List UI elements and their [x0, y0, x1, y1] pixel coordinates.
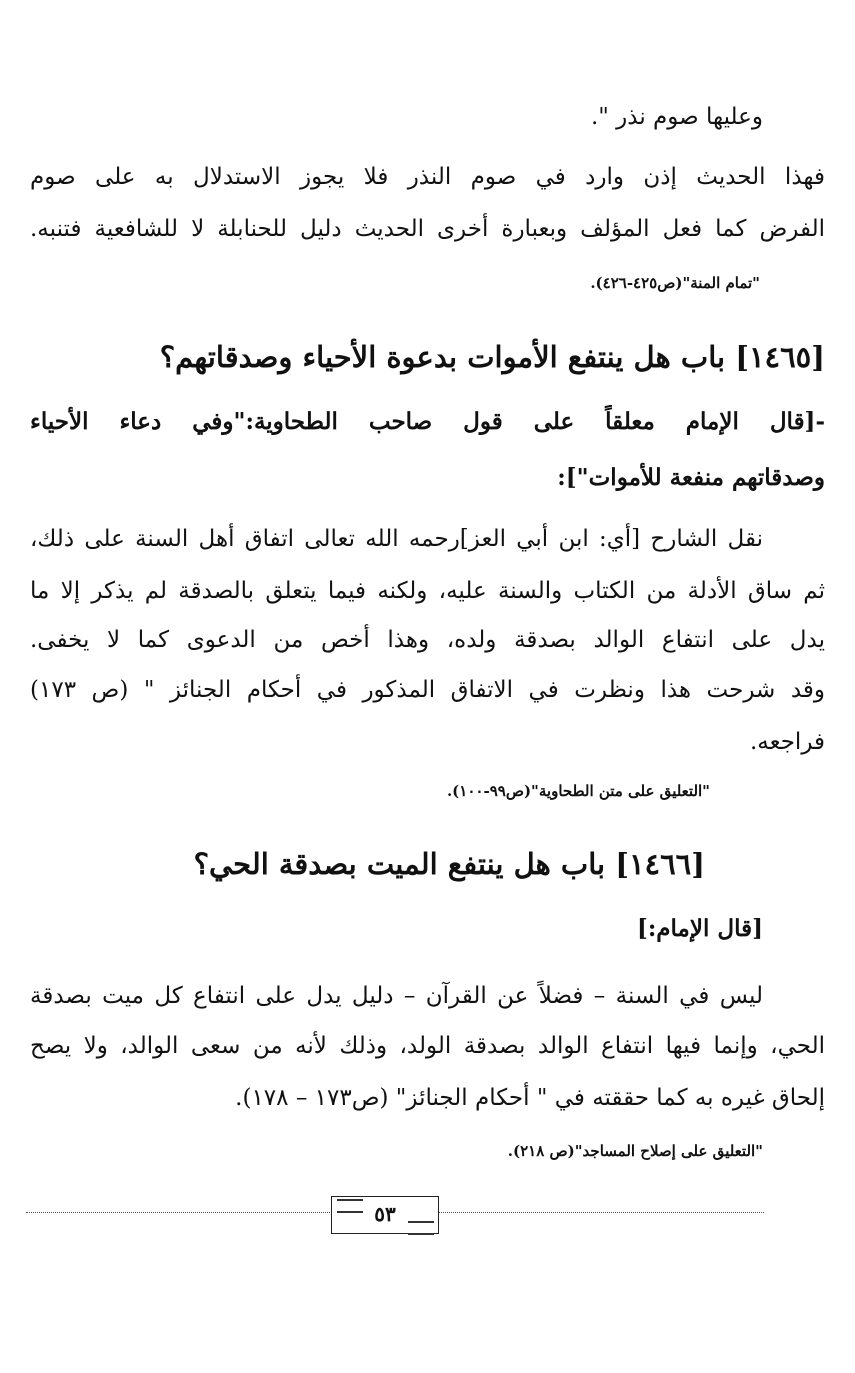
text-line: يدل على انتفاع الوالد بصدقة ولده، وهذا أخص من الدعوى كما لا يخفى. — [30, 627, 825, 653]
intro-label: [قال الإمام:] — [636, 915, 763, 942]
text-line: وقد شرحت هذا ونظرت في الاتفاق المذكور في أحكام الجنائز " (ص ١٧٣) — [30, 677, 825, 703]
page-number: ٥٣ — [374, 1202, 396, 1226]
text-line: ثم ساق الأدلة من الكتاب والسنة عليه، ولكنه فيما يتعلق بالصدقة لم يذكر إلا ما — [30, 578, 825, 604]
text-line: فراجعه. — [749, 729, 825, 755]
text-line: وعليها صوم نذر ". — [590, 104, 763, 130]
quote-line: -[قال الإمام معلقاً على قول صاحب الطحاوية:"وفي دعاء الأحياء — [30, 408, 825, 435]
section-heading: [١٤٦٥] باب هل ينتفع الأموات بدعوة الأحياء وصدقاتهم؟ — [159, 340, 825, 374]
source-citation: "التعليق على إصلاح المساجد"(ص ٢١٨). — [507, 1142, 763, 1160]
text-line: فهذا الحديث إذن وارد في صوم النذر فلا يجوز الاستدلال به على صوم — [30, 164, 825, 190]
source-citation: "تمام المنة"(ص٤٢٥-٤٢٦). — [590, 274, 760, 292]
section-heading: [١٤٦٦] باب هل ينتفع الميت بصدقة الحي؟ — [193, 847, 705, 881]
source-citation: "التعليق على متن الطحاوية"(ص٩٩-١٠٠). — [446, 782, 710, 800]
text-line: الفرض كما فعل المؤلف وبعبارة أخرى الحديث دليل للحنابلة لا للشافعية فتنبه. — [30, 216, 825, 242]
text-line: إلحاق غيره به كما حققته في " أحكام الجنائز" (ص١٧٣ – ١٧٨). — [235, 1085, 825, 1111]
text-line: ليس في السنة – فضلاً عن القرآن – دليل يدل على انتفاع كل ميت بصدقة — [30, 983, 763, 1009]
quote-line: وصدقاتهم منفعة للأموات"]: — [557, 464, 825, 491]
text-line: نقل الشارح [أي: ابن أبي العز]رحمه الله تعالى اتفاق أهل السنة على ذلك، — [30, 526, 763, 552]
text-line: الحي، وإنما فيها انتفاع الوالد بصدقة الولد، وذلك لأنه من سعى الوالد، ولا يصح — [30, 1033, 825, 1059]
